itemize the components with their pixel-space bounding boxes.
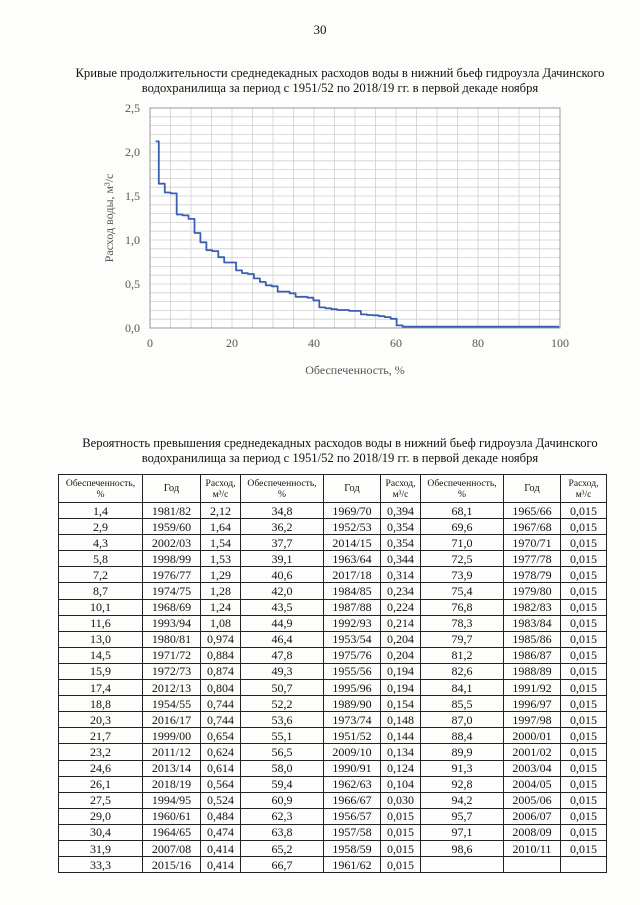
cell-year: 1984/85 [324, 583, 381, 599]
cell-probability: 18,8 [59, 696, 143, 712]
cell-flow: 0,030 [381, 792, 421, 808]
cell-flow: 0,015 [561, 760, 607, 776]
page-number: 30 [313, 22, 327, 37]
x-tick-label: 100 [551, 336, 569, 350]
cell-year: 2004/05 [504, 776, 561, 792]
cell-flow: 0,194 [381, 663, 421, 679]
cell-year: 1996/97 [504, 696, 561, 712]
y-tick-label: 2,0 [125, 145, 140, 159]
cell-year: 2000/01 [504, 728, 561, 744]
cell-flow: 0,134 [381, 744, 421, 760]
cell-flow: 0,124 [381, 760, 421, 776]
cell-probability: 29,0 [59, 808, 143, 824]
cell-flow: 0,015 [561, 551, 607, 567]
cell-probability: 94,2 [421, 792, 504, 808]
cell-flow: 0,015 [381, 857, 421, 873]
cell-flow: 0,015 [561, 567, 607, 583]
cell-year: 1961/62 [324, 857, 381, 873]
cell-probability: 8,7 [59, 583, 143, 599]
cell-year: 1956/57 [324, 808, 381, 824]
y-tick-label: 1,0 [125, 233, 140, 247]
cell-probability: 95,7 [421, 808, 504, 824]
cell-probability: 56,5 [241, 744, 324, 760]
cell-probability: 39,1 [241, 551, 324, 567]
cell-flow: 0,015 [561, 696, 607, 712]
table-row [59, 615, 607, 631]
cell-year: 1999/00 [143, 728, 201, 744]
duration-curve-chart [95, 96, 575, 378]
cell-flow: 1,53 [201, 551, 241, 567]
cell-flow: 0,744 [201, 696, 241, 712]
cell-year: 1971/72 [143, 647, 201, 663]
cell-probability: 72,5 [421, 551, 504, 567]
cell-probability: 55,1 [241, 728, 324, 744]
table-row [59, 551, 607, 567]
cell-year: 2017/18 [324, 567, 381, 583]
cell-probability: 50,7 [241, 680, 324, 696]
cell-flow: 1,29 [201, 567, 241, 583]
cell-year: 1959/60 [143, 519, 201, 535]
cell-probability: 43,5 [241, 599, 324, 615]
table-row [59, 631, 607, 647]
y-tick-label: 1,5 [125, 189, 140, 203]
cell-probability: 23,2 [59, 744, 143, 760]
cell-year: 1975/76 [324, 647, 381, 663]
cell-probability: 31,9 [59, 840, 143, 856]
cell-probability: 36,2 [241, 519, 324, 535]
cell-probability: 60,9 [241, 792, 324, 808]
cell-year: 2015/16 [143, 857, 201, 873]
cell-year: 2014/15 [324, 535, 381, 551]
cell-year: 2003/04 [504, 760, 561, 776]
cell-probability: 30,4 [59, 824, 143, 840]
cell-probability: 5,8 [59, 551, 143, 567]
cell-year: 1963/64 [324, 551, 381, 567]
cell-probability: 91,3 [421, 760, 504, 776]
cell-probability: 85,5 [421, 696, 504, 712]
cell-flow: 0,874 [201, 663, 241, 679]
cell-year: 1952/53 [324, 519, 381, 535]
cell-flow: 0,015 [561, 712, 607, 728]
cell-year: 1965/66 [504, 503, 561, 519]
cell-flow: 0,414 [201, 857, 241, 873]
cell-year: 1966/67 [324, 792, 381, 808]
cell-probability: 11,6 [59, 615, 143, 631]
cell-flow: 0,524 [201, 792, 241, 808]
header-flow: Расход, м³/с [381, 475, 421, 503]
cell-year: 1953/54 [324, 631, 381, 647]
cell-year: 1970/71 [504, 535, 561, 551]
cell-probability: 79,7 [421, 631, 504, 647]
cell-year: 2018/19 [143, 776, 201, 792]
cell-probability: 44,9 [241, 615, 324, 631]
header-flow: Расход, м³/с [201, 475, 241, 503]
x-tick-label: 20 [226, 336, 238, 350]
cell-probability: 66,7 [241, 857, 324, 873]
cell-probability: 69,6 [421, 519, 504, 535]
table-row [59, 744, 607, 760]
cell-flow: 0,654 [201, 728, 241, 744]
cell-flow: 1,64 [201, 519, 241, 535]
cell-flow: 0,015 [381, 840, 421, 856]
table-row [59, 567, 607, 583]
cell-year: 1981/82 [143, 503, 201, 519]
cell-year: 1980/81 [143, 631, 201, 647]
probability-table [58, 474, 607, 873]
cell-year: 1992/93 [324, 615, 381, 631]
cell-flow: 0,015 [561, 663, 607, 679]
table-row [59, 503, 607, 519]
table-row [59, 535, 607, 551]
cell-flow: 0,015 [561, 744, 607, 760]
cell-flow: 0,015 [381, 824, 421, 840]
cell-flow: 0,015 [561, 728, 607, 744]
table-row [59, 599, 607, 615]
table-row [59, 808, 607, 824]
cell-probability: 47,8 [241, 647, 324, 663]
cell-probability: 14,5 [59, 647, 143, 663]
cell-flow: 0,015 [561, 615, 607, 631]
cell-flow: 1,08 [201, 615, 241, 631]
cell-year: 2009/10 [324, 744, 381, 760]
cell-flow [561, 857, 607, 873]
cell-flow: 0,394 [381, 503, 421, 519]
cell-year: 2005/06 [504, 792, 561, 808]
cell-flow: 0,015 [561, 808, 607, 824]
cell-flow: 1,24 [201, 599, 241, 615]
cell-flow: 0,354 [381, 535, 421, 551]
cell-year: 2010/11 [504, 840, 561, 856]
cell-probability: 58,0 [241, 760, 324, 776]
cell-probability: 10,1 [59, 599, 143, 615]
cell-flow: 0,344 [381, 551, 421, 567]
cell-probability: 68,1 [421, 503, 504, 519]
table-row [59, 583, 607, 599]
cell-flow: 0,474 [201, 824, 241, 840]
cell-year: 1988/89 [504, 663, 561, 679]
x-tick-label: 80 [472, 336, 484, 350]
cell-probability: 33,3 [59, 857, 143, 873]
table-row [59, 712, 607, 728]
cell-probability: 88,4 [421, 728, 504, 744]
cell-probability: 71,0 [421, 535, 504, 551]
cell-probability: 26,1 [59, 776, 143, 792]
cell-flow: 0,015 [561, 840, 607, 856]
cell-flow: 0,414 [201, 840, 241, 856]
cell-probability: 20,3 [59, 712, 143, 728]
cell-year: 1972/73 [143, 663, 201, 679]
table-row [59, 760, 607, 776]
cell-probability: 87,0 [421, 712, 504, 728]
cell-year: 1969/70 [324, 503, 381, 519]
cell-year: 2001/02 [504, 744, 561, 760]
x-tick-label: 40 [308, 336, 320, 350]
table-row [59, 647, 607, 663]
cell-probability: 46,4 [241, 631, 324, 647]
cell-flow: 0,015 [381, 808, 421, 824]
cell-year [504, 857, 561, 873]
cell-probability: 81,2 [421, 647, 504, 663]
cell-probability: 49,3 [241, 663, 324, 679]
header-flow: Расход, м³/с [561, 475, 607, 503]
cell-probability: 24,6 [59, 760, 143, 776]
cell-flow: 0,015 [561, 631, 607, 647]
cell-probability: 63,8 [241, 824, 324, 840]
cell-year: 1957/58 [324, 824, 381, 840]
table-title: Вероятность превышения среднедекадных расходов воды в нижний бьеф гидроузла Дачинского водохранилища за период с 1951/52 по 2018/19 гг. в первой декаде ноября [82, 436, 598, 465]
cell-year: 1998/99 [143, 551, 201, 567]
cell-flow: 2,12 [201, 503, 241, 519]
cell-year: 1991/92 [504, 680, 561, 696]
cell-probability: 21,7 [59, 728, 143, 744]
cell-probability: 15,9 [59, 663, 143, 679]
table-row [59, 696, 607, 712]
table-row [59, 663, 607, 679]
x-axis-label: Обеспеченность, % [305, 363, 405, 377]
cell-probability: 78,3 [421, 615, 504, 631]
y-tick-label: 0,0 [125, 321, 140, 335]
cell-flow: 0,214 [381, 615, 421, 631]
cell-flow: 0,104 [381, 776, 421, 792]
table-header-row [59, 475, 607, 503]
cell-flow: 0,314 [381, 567, 421, 583]
cell-year: 1958/59 [324, 840, 381, 856]
table-row [59, 792, 607, 808]
cell-year: 1960/61 [143, 808, 201, 824]
cell-probability: 65,2 [241, 840, 324, 856]
cell-probability: 92,8 [421, 776, 504, 792]
cell-year: 1985/86 [504, 631, 561, 647]
cell-probability: 42,0 [241, 583, 324, 599]
cell-year: 2016/17 [143, 712, 201, 728]
cell-year: 1979/80 [504, 583, 561, 599]
cell-probability: 37,7 [241, 535, 324, 551]
cell-probability: 34,8 [241, 503, 324, 519]
cell-flow: 0,015 [561, 519, 607, 535]
cell-probability: 89,9 [421, 744, 504, 760]
table-row [59, 728, 607, 744]
cell-flow: 0,804 [201, 680, 241, 696]
y-tick-label: 0,5 [125, 277, 140, 291]
cell-flow: 0,234 [381, 583, 421, 599]
cell-flow: 0,015 [561, 503, 607, 519]
y-tick-label: 2,5 [125, 101, 140, 115]
cell-year: 2012/13 [143, 680, 201, 696]
cell-year: 1989/90 [324, 696, 381, 712]
cell-flow: 0,204 [381, 647, 421, 663]
chart-title: Кривые продолжительности среднедекадных расходов воды в нижний бьеф гидроузла Дачинского водохранилища за период с 1951/52 по 2018/19 гг. в первой декаде ноября [75, 66, 605, 95]
cell-probability: 52,2 [241, 696, 324, 712]
cell-flow: 0,154 [381, 696, 421, 712]
cell-flow: 1,28 [201, 583, 241, 599]
cell-year: 1976/77 [143, 567, 201, 583]
header-year: Год [143, 475, 201, 503]
cell-probability: 53,6 [241, 712, 324, 728]
cell-year: 1964/65 [143, 824, 201, 840]
table-row [59, 776, 607, 792]
cell-year: 1951/52 [324, 728, 381, 744]
cell-probability: 84,1 [421, 680, 504, 696]
cell-year: 2008/09 [504, 824, 561, 840]
cell-flow: 0,148 [381, 712, 421, 728]
cell-year: 1982/83 [504, 599, 561, 615]
cell-year: 1983/84 [504, 615, 561, 631]
cell-flow: 0,015 [561, 647, 607, 663]
cell-flow: 0,015 [561, 583, 607, 599]
cell-year: 1977/78 [504, 551, 561, 567]
table-row [59, 519, 607, 535]
cell-year: 2011/12 [143, 744, 201, 760]
cell-year: 1997/98 [504, 712, 561, 728]
cell-flow: 0,015 [561, 535, 607, 551]
cell-year: 1994/95 [143, 792, 201, 808]
cell-year: 1978/79 [504, 567, 561, 583]
cell-flow: 0,974 [201, 631, 241, 647]
x-tick-label: 0 [147, 336, 153, 350]
cell-year: 1962/63 [324, 776, 381, 792]
cell-probability: 27,5 [59, 792, 143, 808]
cell-probability: 62,3 [241, 808, 324, 824]
cell-year: 1968/69 [143, 599, 201, 615]
cell-flow: 0,744 [201, 712, 241, 728]
cell-probability: 2,9 [59, 519, 143, 535]
cell-flow: 0,015 [561, 776, 607, 792]
cell-probability: 17,4 [59, 680, 143, 696]
cell-flow: 0,354 [381, 519, 421, 535]
cell-probability: 7,2 [59, 567, 143, 583]
cell-flow: 0,194 [381, 680, 421, 696]
cell-year: 1987/88 [324, 599, 381, 615]
cell-flow: 0,564 [201, 776, 241, 792]
cell-probability: 97,1 [421, 824, 504, 840]
cell-flow: 0,884 [201, 647, 241, 663]
x-tick-label: 60 [390, 336, 402, 350]
cell-probability: 13,0 [59, 631, 143, 647]
header-year: Год [324, 475, 381, 503]
header-probability: Обеспеченность, % [241, 475, 324, 503]
cell-year: 1955/56 [324, 663, 381, 679]
cell-year: 1986/87 [504, 647, 561, 663]
cell-year: 1954/55 [143, 696, 201, 712]
cell-year: 2006/07 [504, 808, 561, 824]
cell-flow: 0,614 [201, 760, 241, 776]
cell-probability: 40,6 [241, 567, 324, 583]
cell-flow: 0,624 [201, 744, 241, 760]
cell-year: 1973/74 [324, 712, 381, 728]
cell-probability: 82,6 [421, 663, 504, 679]
cell-year: 1993/94 [143, 615, 201, 631]
y-axis-label: Расход воды, м³/с [102, 173, 116, 263]
cell-probability: 59,4 [241, 776, 324, 792]
cell-year: 2002/03 [143, 535, 201, 551]
table-row [59, 824, 607, 840]
cell-year: 2013/14 [143, 760, 201, 776]
cell-flow: 0,484 [201, 808, 241, 824]
cell-probability: 98,6 [421, 840, 504, 856]
cell-flow: 0,015 [561, 792, 607, 808]
cell-year: 2007/08 [143, 840, 201, 856]
cell-flow: 0,224 [381, 599, 421, 615]
cell-probability: 4,3 [59, 535, 143, 551]
table-row [59, 857, 607, 873]
cell-probability: 1,4 [59, 503, 143, 519]
cell-flow: 0,015 [561, 599, 607, 615]
cell-probability: 76,8 [421, 599, 504, 615]
cell-flow: 1,54 [201, 535, 241, 551]
cell-flow: 0,015 [561, 824, 607, 840]
cell-year: 1967/68 [504, 519, 561, 535]
table-row [59, 680, 607, 696]
cell-probability [421, 857, 504, 873]
cell-probability: 73,9 [421, 567, 504, 583]
cell-flow: 0,204 [381, 631, 421, 647]
header-year: Год [504, 475, 561, 503]
header-probability: Обеспеченность, % [59, 475, 143, 503]
cell-flow: 0,015 [561, 680, 607, 696]
cell-probability: 75,4 [421, 583, 504, 599]
cell-year: 1974/75 [143, 583, 201, 599]
cell-flow: 0,144 [381, 728, 421, 744]
cell-year: 1995/96 [324, 680, 381, 696]
table-row [59, 840, 607, 856]
cell-year: 1990/91 [324, 760, 381, 776]
header-probability: Обеспеченность, % [421, 475, 504, 503]
